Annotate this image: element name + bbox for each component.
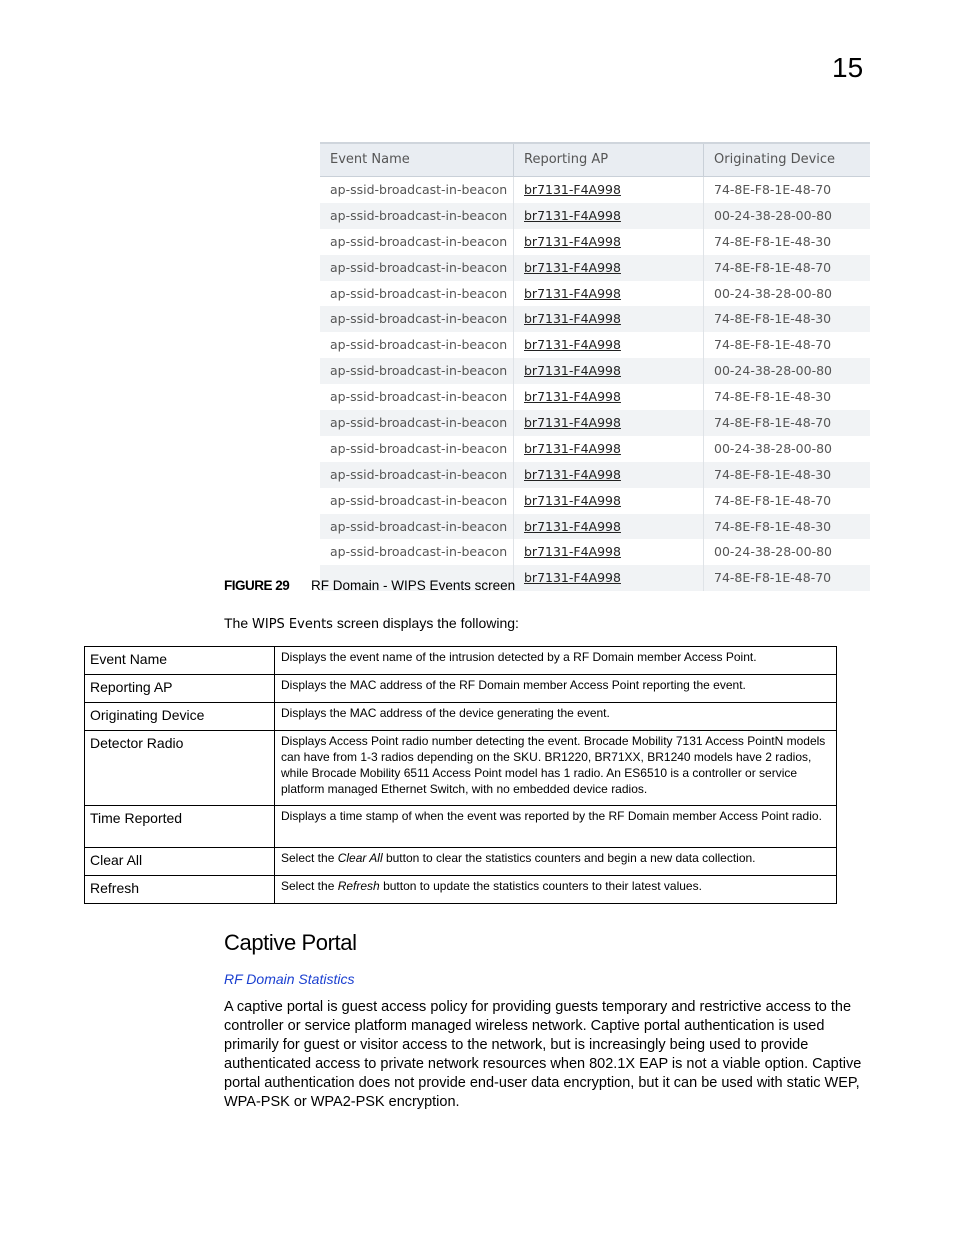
reporting-ap-cell [514,436,704,462]
intro-text-after: screen displays the following: [332,615,519,631]
reporting-ap-link[interactable]: br7131-F4A998 [524,415,621,431]
grid-header [320,144,870,177]
description-text: button to update the statistics counters to their latest values. [379,879,702,893]
definition-row [85,647,837,675]
event-name-cell: ap-ssid-broadcast-in-beacon [320,462,514,488]
definition-description [275,848,837,876]
event-name-cell: ap-ssid-broadcast-in-beacon [320,255,514,281]
originating-device-cell: 00-24-38-28-00-80 [714,544,832,560]
reporting-ap-cell [514,255,704,281]
description-emphasis: Refresh [337,879,380,893]
grid-row[interactable] [320,177,870,203]
definition-row [85,848,837,876]
grid-row[interactable] [320,384,870,410]
reporting-ap-link[interactable]: br7131-F4A998 [524,570,621,586]
definition-row [85,876,837,904]
definition-term: Event Name [85,647,275,675]
definition-row [85,703,837,731]
event-name-cell: ap-ssid-broadcast-in-beacon [320,281,514,307]
grid-row[interactable] [320,281,870,307]
grid-row[interactable] [320,488,870,514]
definition-term: Time Reported [85,806,275,848]
description-text: Select the [281,851,338,865]
originating-device-cell: 74-8E-F8-1E-48-70 [714,182,832,197]
reporting-ap-link[interactable]: br7131-F4A998 [524,544,621,560]
event-name-cell: ap-ssid-broadcast-in-beacon [320,332,514,358]
event-name-cell: ap-ssid-broadcast-in-beacon [320,306,514,332]
event-name-cell: ap-ssid-broadcast-in-beacon [320,229,514,255]
event-name-cell: ap-ssid-broadcast-in-beacon [320,514,514,540]
description-text: Displays Access Point radio number detecting the event. Brocade Mobility 7131 Access PointN models can have from 1-3 radios depending on the SKU. BR1220, BR71XX, BR1240 models have 2 radios, while Brocade Mobility 6511 Access Point model has 1 radio. An ES6510 is a controller or service platform managed Ethernet Switch, with no embedded device radios. [281,734,826,796]
description-text: Displays a time stamp of when the event was reported by the RF Domain member Access Point radio. [281,809,822,823]
definition-description [275,675,837,703]
description-text: Select the [281,879,338,893]
grid-body [320,177,870,591]
originating-device-cell: 74-8E-F8-1E-48-30 [714,311,832,327]
grid-row[interactable] [320,358,870,384]
definition-term: Detector Radio [85,731,275,806]
originating-device-cell: 74-8E-F8-1E-48-70 [714,415,832,431]
description-text: button to clear the statistics counters and begin a new data collection. [382,851,756,865]
description-text: Displays the event name of the intrusion detected by a RF Domain member Access Point. [281,650,757,664]
definition-term: Refresh [85,876,275,904]
reporting-ap-cell [514,281,704,307]
column-header-originating-device[interactable]: Originating Device [714,152,836,167]
intro-sentence [224,615,519,632]
event-name-cell: ap-ssid-broadcast-in-beacon [320,177,514,203]
reporting-ap-link[interactable]: br7131-F4A998 [524,311,621,327]
grid-row[interactable] [320,203,870,229]
event-name-cell: ap-ssid-broadcast-in-beacon [320,203,514,229]
originating-device-cell: 74-8E-F8-1E-48-70 [714,570,832,586]
event-name-cell: ap-ssid-broadcast-in-beacon [320,358,514,384]
intro-ui-term: WIPS Events [252,617,333,632]
description-emphasis: Clear All [337,851,383,865]
definition-description [275,876,837,904]
reporting-ap-cell [514,306,704,332]
field-definitions-table [84,646,837,904]
reporting-ap-cell [514,358,704,384]
rf-domain-statistics-link[interactable]: RF Domain Statistics [224,971,355,987]
grid-row[interactable] [320,229,870,255]
grid-row[interactable] [320,306,870,332]
definition-row [85,806,837,848]
reporting-ap-cell [514,203,704,229]
description-text: Displays the MAC address of the RF Domain member Access Point reporting the event. [281,678,746,692]
reporting-ap-cell [514,539,704,565]
reporting-ap-link[interactable]: br7131-F4A998 [524,207,621,223]
originating-device-cell: 74-8E-F8-1E-48-30 [714,233,832,249]
grid-row[interactable] [320,514,870,540]
originating-device-cell: 74-8E-F8-1E-48-30 [714,518,832,534]
reporting-ap-link[interactable]: br7131-F4A998 [524,285,621,301]
definition-description [275,647,837,675]
column-header-event-name[interactable]: Event Name [320,144,514,176]
definition-term: Originating Device [85,703,275,731]
column-header-reporting-ap[interactable]: Reporting AP [514,144,704,176]
reporting-ap-cell [514,229,704,255]
chapter-number: 15 [832,52,864,83]
description-text: Displays the MAC address of the device generating the event. [281,706,610,720]
originating-device-cell: 74-8E-F8-1E-48-70 [714,259,832,275]
definition-description [275,703,837,731]
reporting-ap-link[interactable]: br7131-F4A998 [524,389,621,405]
figure-caption [224,578,515,593]
reporting-ap-link[interactable]: br7131-F4A998 [524,466,621,482]
figure-label: FIGURE 29 [224,578,290,593]
definition-term: Reporting AP [85,675,275,703]
event-name-cell: ap-ssid-broadcast-in-beacon [320,384,514,410]
intro-text-before: The [224,615,253,631]
reporting-ap-cell [514,514,704,540]
reporting-ap-link[interactable]: br7131-F4A998 [524,440,621,456]
grid-row[interactable] [320,332,870,358]
reporting-ap-cell [514,565,704,591]
definition-term: Clear All [85,848,275,876]
originating-device-cell: 74-8E-F8-1E-48-30 [714,466,832,482]
grid-row[interactable] [320,436,870,462]
figure-title: RF Domain - WIPS Events screen [311,578,516,593]
originating-device-cell: 74-8E-F8-1E-48-30 [714,389,832,405]
event-name-cell: ap-ssid-broadcast-in-beacon [320,488,514,514]
grid-row[interactable] [320,255,870,281]
reporting-ap-cell [514,177,704,203]
reporting-ap-link[interactable]: br7131-F4A998 [524,492,621,508]
reporting-ap-cell [514,332,704,358]
event-name-cell: ap-ssid-broadcast-in-beacon [320,436,514,462]
grid-row[interactable] [320,410,870,436]
reporting-ap-link[interactable]: br7131-F4A998 [524,337,621,353]
event-name-cell: ap-ssid-broadcast-in-beacon [320,539,514,565]
reporting-ap-cell [514,462,704,488]
reporting-ap-cell [514,488,704,514]
reporting-ap-cell [514,410,704,436]
reporting-ap-link[interactable]: br7131-F4A998 [524,182,621,197]
originating-device-cell: 00-24-38-28-00-80 [714,440,832,456]
definition-description [275,806,837,848]
reporting-ap-cell [514,384,704,410]
grid-row[interactable] [320,539,870,565]
originating-device-cell: 74-8E-F8-1E-48-70 [714,492,832,508]
originating-device-cell: 00-24-38-28-00-80 [714,363,832,379]
reporting-ap-link[interactable]: br7131-F4A998 [524,518,621,534]
section-title: Captive Portal [224,930,357,955]
grid-row[interactable] [320,462,870,488]
originating-device-cell: 74-8E-F8-1E-48-70 [714,337,832,353]
reporting-ap-link[interactable]: br7131-F4A998 [524,363,621,379]
event-name-cell: ap-ssid-broadcast-in-beacon [320,410,514,436]
definition-description [275,731,837,806]
reporting-ap-link[interactable]: br7131-F4A998 [524,233,621,249]
section-paragraph: A captive portal is guest access policy for providing guests temporary and restrictive access to the controller or service platform managed wireless network. Captive portal authentication is used primarily for guest or visitor access to the network, but is increasingly being used to provide authenticated access to private network resources when 802.1X EAP is not a viable option. Captive portal authentication does not provide end-user data encryption, but it can be used with static WEP, WPA-PSK or WPA2-PSK encryption. [224,999,862,1110]
originating-device-cell: 00-24-38-28-00-80 [714,207,832,223]
definition-row [85,675,837,703]
reporting-ap-link[interactable]: br7131-F4A998 [524,259,621,275]
definition-row [85,731,837,806]
originating-device-cell: 00-24-38-28-00-80 [714,285,832,301]
